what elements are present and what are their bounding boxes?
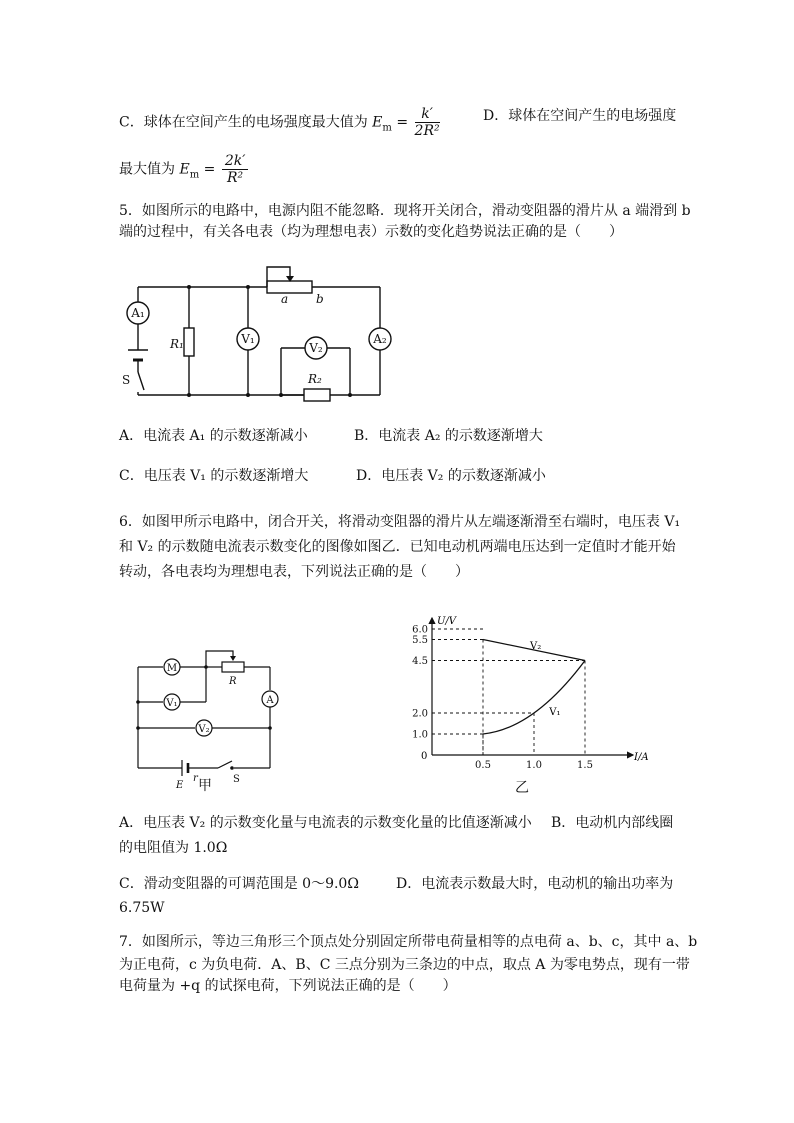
series-v1-label: V₁ (549, 707, 561, 719)
y-tick-label: 1.0 (412, 729, 428, 741)
q4-option-d[interactable]: D．球体在空间产生的电场强度 (483, 108, 677, 124)
q5-a1-label: A₁ (131, 306, 145, 320)
q6-stem-line2: 和 V₂ 的示数随电流表示数变化的图像如图乙．已知电动机两端电压达到一定值时才能开始 (119, 539, 676, 555)
q5-stem-line2: 端的过程中，有关各电表（均为理想电表）示数的变化趋势说法正确的是（ ） (119, 224, 623, 240)
y-tick-label: 2.0 (412, 708, 428, 720)
y-tick-label: 4.5 (412, 656, 428, 667)
q6-s-label: S (233, 774, 240, 785)
q5-option-d[interactable]: D．电压表 V₂ 的示数逐渐减小 (356, 468, 546, 484)
q5-stem-line1: 5．如图所示的电路中，电源内阻不能忽略．现将开关闭合，滑动变阻器的滑片从 a 端滑到 b (119, 203, 691, 219)
q5-option-b[interactable]: B．电流表 A₂ 的示数逐渐增大 (354, 428, 543, 444)
x-tick-label: 0.5 (475, 760, 491, 771)
q7-stem-line2: 为正电荷，c 为负电荷．A、B、C 三点分别为三条边的中点，取点 A 为零电势点，现有一带 (119, 957, 690, 973)
q4-option-c[interactable]: C．球体在空间产生的电场强度最大值为 $E_m$ = $\frac{k'}{\text{2R²}}$ (119, 106, 440, 139)
figure-yi-caption: 乙 (515, 780, 529, 796)
q5-option-a[interactable]: A．电流表 A₁ 的示数逐渐减小 (119, 428, 308, 444)
q6-r-label: R (229, 676, 237, 687)
y-tick-label: 5.5 (412, 635, 428, 646)
q4-c-fraction: $\frac{k'}{\text{2R²}}$ (414, 106, 440, 139)
q7-stem-line3: 电荷量为 +q 的试探电荷，下列说法正确的是（ ） (119, 978, 457, 994)
q6-stem-line1: 6．如图甲所示电路中，闭合开关，将滑动变阻器的滑片从左端逐渐滑至右端时，电压表 V₁ (119, 514, 681, 530)
q5-r2-label: R₂ (308, 372, 322, 386)
series-v2-label: V₂ (530, 640, 542, 652)
q6-option-c[interactable]: C．滑动变阻器的可调范围是 0～9.0Ω (119, 876, 359, 892)
q6-v2-label: V₂ (198, 724, 210, 735)
series-v1-curve (483, 661, 585, 735)
x-tick-label: 1.5 (577, 760, 593, 771)
q7-stem-line1: 7．如图所示，等边三角形三个顶点处分别固定所带电荷量相等的点电荷 a、b、c，其中 a、b (119, 934, 698, 950)
q6-option-b[interactable]: B．电动机内部线圈 (551, 815, 674, 831)
q5-b-label: b (316, 292, 324, 306)
q4-d-fraction: $\frac{2k'}{\text{R²}}$ (222, 153, 249, 186)
q6-v1-label: V₁ (166, 698, 178, 709)
q6-option-a[interactable]: A．电压表 V₂ 的示数变化量与电流表的示数变化量的比值逐渐减小 (119, 815, 532, 831)
q5-a2-label: A₂ (373, 332, 387, 346)
q5-option-c[interactable]: C．电压表 V₁ 的示数逐渐增大 (119, 468, 309, 484)
q6-option-d[interactable]: D．电流表示数最大时，电动机的输出功率为 (396, 876, 674, 892)
q6-stem-line3: 转动，各电表均为理想电表，下列说法正确的是（ ） (119, 564, 469, 580)
origin-label: 0 (421, 751, 428, 762)
q6-motor-label: M (166, 663, 178, 674)
q5-v2-label: V₂ (309, 341, 323, 355)
y-tick-label: 6.0 (412, 624, 428, 636)
x-tick-label: 1.0 (526, 760, 542, 771)
q6-ammeter-label: A (266, 695, 274, 706)
x-axis-label: I/A (634, 752, 649, 763)
q5-a-label: a (281, 292, 289, 306)
q6-internal-r-label: r (193, 773, 198, 784)
q5-r1-label: R₁ (170, 337, 184, 351)
y-axis-label: U/V (437, 616, 457, 627)
q6-ui-graph (395, 610, 655, 785)
q5-s-label: S (122, 373, 131, 387)
q4-option-d-cont: 最大值为 $E_m$ = $\frac{2k'}{\text{R²}}$ (119, 153, 250, 186)
q6-option-d-cont: 6.75W (119, 900, 165, 916)
figure-jia-caption: 甲 (198, 778, 212, 794)
q5-v1-label: V₁ (241, 332, 255, 346)
q5-circuit-diagram (118, 262, 388, 402)
q6-e-label: E (176, 780, 184, 791)
q6-option-b-cont: 的电阻值为 1.0Ω (119, 840, 228, 856)
